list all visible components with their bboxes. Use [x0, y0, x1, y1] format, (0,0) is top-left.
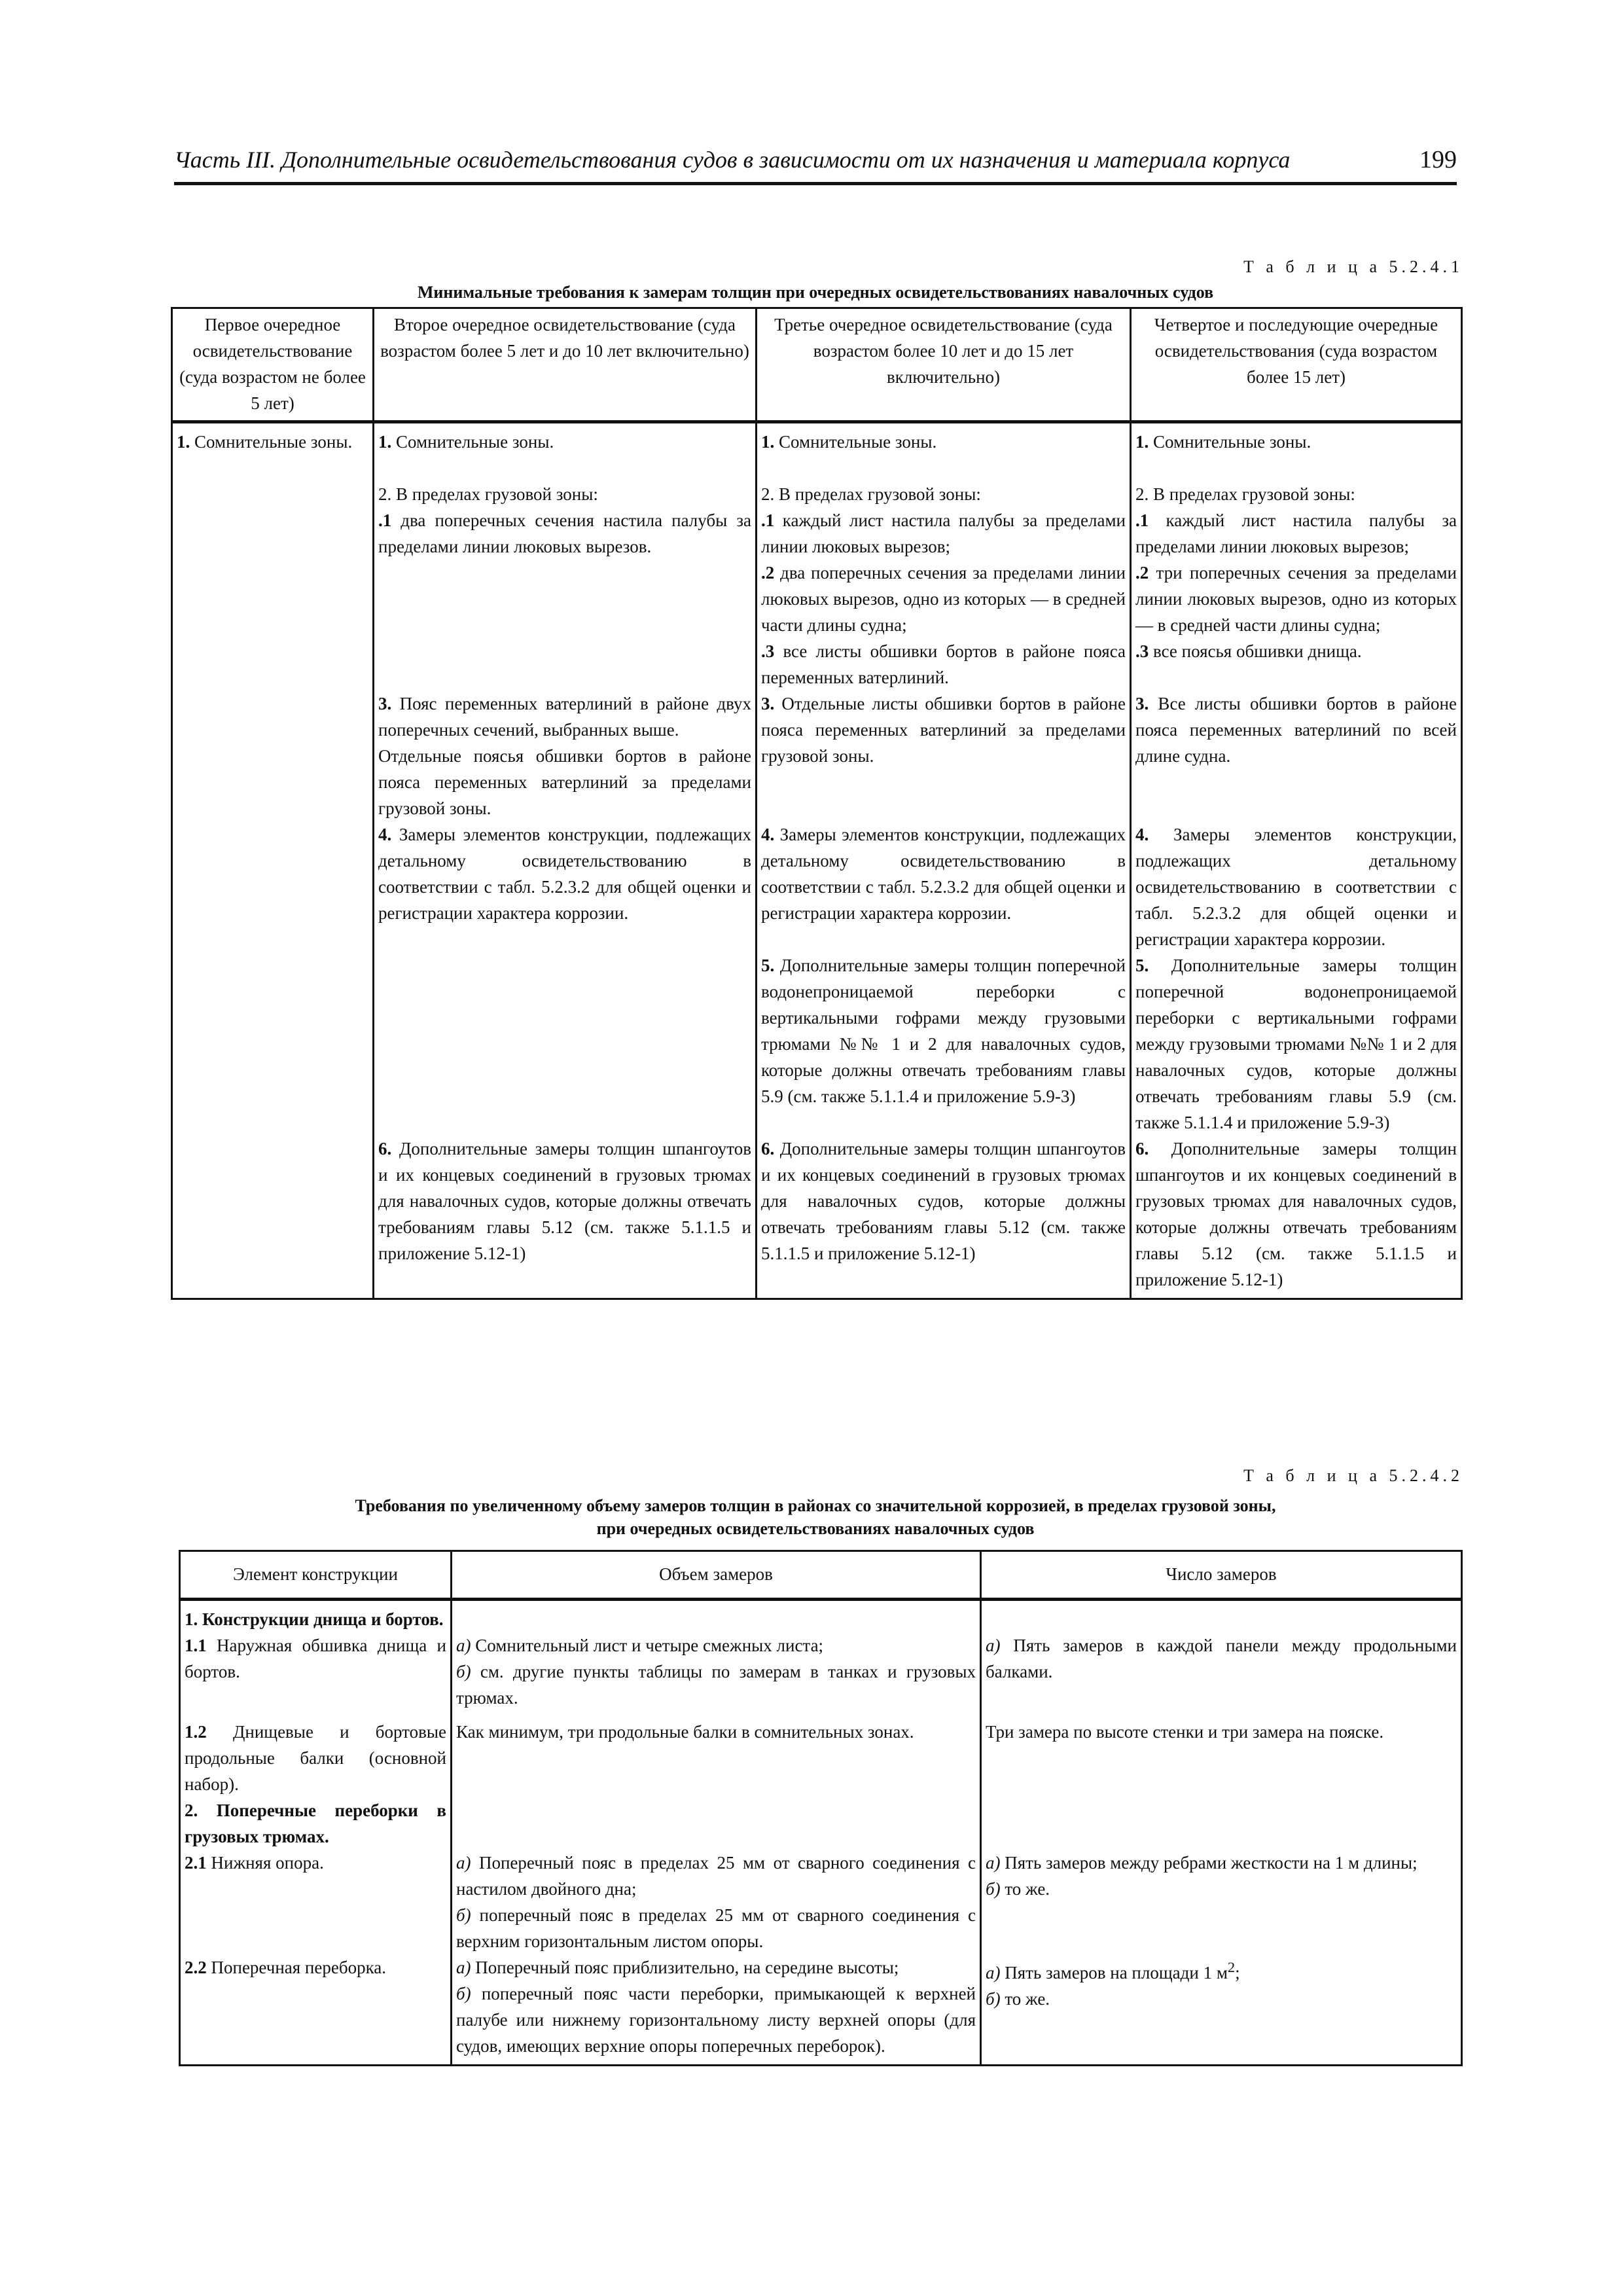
table-cell: а) Поперечный пояс в пределах 25 мм от сварного соединения с настилом двойного дна; б) поперечный пояс в пределах 25 мм от сварного соединения с верхним горизонтальным листом опоры.: [452, 1850, 981, 1954]
table-cell: 6. Дополнительные замеры толщин шпангоутов и их концевых соединений в грузовых трюмах для навалочных судов, которые должны отвечать требованиям главы 5.12 (см. также 5.1.1.5 и приложение 5.12-1): [374, 1136, 757, 1299]
column-header: Число замеров: [981, 1551, 1462, 1600]
column-header: Четвертое и последующие очередные освидетельствования (суда возрастом более 15 лет): [1131, 308, 1462, 422]
table-cell: Как минимум, три продольные балки в сомнительных зонах.: [452, 1711, 981, 1797]
table-cell: 1. Сомнительные зоны.: [172, 422, 374, 456]
thickness-table-1: [171, 307, 1463, 1300]
table-cell: [172, 952, 374, 1136]
table-cell: а) Пять замеров в каждой панели между продольными балками.: [981, 1632, 1462, 1711]
table-cell: 1. Сомнительные зоны.: [1131, 422, 1462, 456]
table-cell: 5. Дополнительные замеры толщин поперечной водонепроницаемой переборки с вертикальными гофрами между грузовыми трюмами №№ 1 и 2 для навалочных судов, которые должны отвечать требованиям главы 5.9 (см. также 5.1.1.4 и приложение 5.9-3): [757, 952, 1131, 1136]
column-header: Элемент конструкции: [180, 1551, 452, 1600]
table-cell: 5. Дополнительные замеры толщин поперечной водонепроницаемой переборки с вертикальными гофрами между грузовыми трюмами №№ 1 и 2 для навалочных судов, которые должны отвечать требованиям главы 5.9 (см. также 5.1.1.4 и приложение 5.9-3): [1131, 952, 1462, 1136]
table-row: [180, 1850, 1462, 1954]
table-cell: 2. В пределах грузовой зоны: .1 два поперечных сечения настила палубы за пределами линии люковых вырезов.: [374, 455, 757, 691]
table-cell: 6. Дополнительные замеры толщин шпангоутов и их концевых соединений в грузовых трюмах для навалочных судов, которые должны отвечать требованиям главы 5.12 (см. также 5.1.1.5 и приложение 5.12-1): [757, 1136, 1131, 1299]
thickness-table-2: [179, 1550, 1463, 2066]
table-cell: а) Поперечный пояс приблизительно, на середине высоты; б) поперечный пояс части переборки, примыкающей к верхней палубе или нижнему горизонтальному листу верхней опоры (для судов, имеющих верхние опоры поперечных переборок).: [452, 1954, 981, 2066]
table-cell: 1. Конструкции днища и бортов.: [180, 1600, 452, 1633]
table-cell: Три замера по высоте стенки и три замера на пояске.: [981, 1711, 1462, 1797]
column-header: Третье очередное освидетельствование (суда возрастом более 10 лет и до 15 лет включительно): [757, 308, 1131, 422]
table-row: [180, 1797, 1462, 1850]
table-row: [180, 1600, 1462, 1633]
table-cell: а) Пять замеров на площади 1 $м^2$; б) то же.: [981, 1954, 1462, 2066]
table-cell: 4. Замеры элементов конструкции, подлежащих детальному освидетельствованию в соответствии с табл. 5.2.3.2 для общей оценки и регистрации характера коррозии.: [757, 821, 1131, 952]
header-title: Часть III. Дополнительные освидетельствования судов в зависимости от их назначения и материала корпуса: [174, 147, 1291, 173]
table-cell: [172, 455, 374, 691]
table-cell: 3. Отдельные листы обшивки бортов в районе пояса переменных ватерлиний за пределами грузовой зоны.: [757, 691, 1131, 821]
table-caption-2-line1: Требования по увеличенному объему замеров толщин в районах со значительной коррозией, в пределах грузовой зоны,: [355, 1496, 1276, 1515]
table-row: [180, 1711, 1462, 1797]
column-header: Объем замеров: [452, 1551, 981, 1600]
table-cell: 2. В пределах грузовой зоны: .1 каждый лист настила палубы за пределами линии люковых вырезов; .2 три поперечных сечения за пределами линии люковых вырезов, одно из которых — в средней части длины судна; .3 все поясья обшивки днища.: [1131, 455, 1462, 691]
table-header-row: [180, 1551, 1462, 1600]
table-cell: [452, 1600, 981, 1633]
table-cell: 2. Поперечные переборки в грузовых трюмах.: [180, 1797, 452, 1850]
table-cell: 1. Сомнительные зоны.: [757, 422, 1131, 456]
table-row: [172, 821, 1462, 952]
table-caption-2-line2: при очередных освидетельствованиях навалочных судов: [596, 1519, 1035, 1538]
table-header-row: [172, 308, 1462, 422]
table-cell: 4. Замеры элементов конструкции, подлежащих детальному освидетельствованию в соответствии с табл. 5.2.3.2 для общей оценки и регистрации характера коррозии.: [374, 821, 757, 952]
table-row: [180, 1632, 1462, 1711]
table-row: [172, 422, 1462, 456]
table-cell: 1.2 Днищевые и бортовые продольные балки (основной набор).: [180, 1711, 452, 1797]
column-header: Второе очередное освидетельствование (суда возрастом более 5 лет и до 10 лет включительно): [374, 308, 757, 422]
table-cell: 6. Дополнительные замеры толщин шпангоутов и их концевых соединений в грузовых трюмах для навалочных судов, которые должны отвечать требованиям главы 5.12 (см. также 5.1.1.5 и приложение 5.12-1): [1131, 1136, 1462, 1299]
table-cell: [981, 1600, 1462, 1633]
table-cell: [172, 691, 374, 821]
page-header: [174, 143, 1457, 185]
table-cell: 2. В пределах грузовой зоны: .1 каждый лист настила палубы за пределами линии люковых вырезов; .2 два поперечных сечения за пределами линии люковых вырезов, одно из которых — в средней части длины судна; .3 все листы обшивки бортов в районе пояса переменных ватерлиний.: [757, 455, 1131, 691]
table-number-1: Т а б л и ц а 5.2.4.1: [1243, 257, 1463, 276]
table-cell: [172, 1136, 374, 1299]
table-row: [172, 691, 1462, 821]
table-cell: 1.1 Наружная обшивка днища и бортов.: [180, 1632, 452, 1711]
table-cell: [452, 1797, 981, 1850]
table-cell: 3. Все листы обшивки бортов в районе пояса переменных ватерлиний по всей длине судна.: [1131, 691, 1462, 821]
table-row: [180, 1954, 1462, 2066]
table-cell: 2.1 Нижняя опора.: [180, 1850, 452, 1954]
table-number-2: Т а б л и ц а 5.2.4.2: [1243, 1466, 1463, 1485]
table-row: [172, 952, 1462, 1136]
table-caption-1: Минимальные требования к замерам толщин при очередных освидетельствованиях навалочных судов: [417, 283, 1214, 302]
table-cell: 3. Пояс переменных ватерлиний в районе двух поперечных сечений, выбранных выше. Отдельные поясья обшивки бортов в районе пояса переменных ватерлиний за пределами грузовой зоны.: [374, 691, 757, 821]
table-cell: 4. Замеры элементов конструкции, подлежащих детальному освидетельствованию в соответствии с табл. 5.2.3.2 для общей оценки и регистрации характера коррозии.: [1131, 821, 1462, 952]
column-header: Первое очередное освидетельствование (суда возрастом не более 5 лет): [172, 308, 374, 422]
table-cell: [374, 952, 757, 1136]
table-row: [172, 1136, 1462, 1299]
table-cell: 1. Сомнительные зоны.: [374, 422, 757, 456]
table-cell: [172, 821, 374, 952]
table-cell: а) Сомнительный лист и четыре смежных листа; б) см. другие пункты таблицы по замерам в танках и грузовых трюмах.: [452, 1632, 981, 1711]
page-number: 199: [1419, 146, 1457, 173]
table-row: [172, 455, 1462, 691]
table-cell: 2.2 Поперечная переборка.: [180, 1954, 452, 2066]
table-cell: [981, 1797, 1462, 1850]
table-cell: а) Пять замеров между ребрами жесткости на 1 м длины; б) то же.: [981, 1850, 1462, 1954]
